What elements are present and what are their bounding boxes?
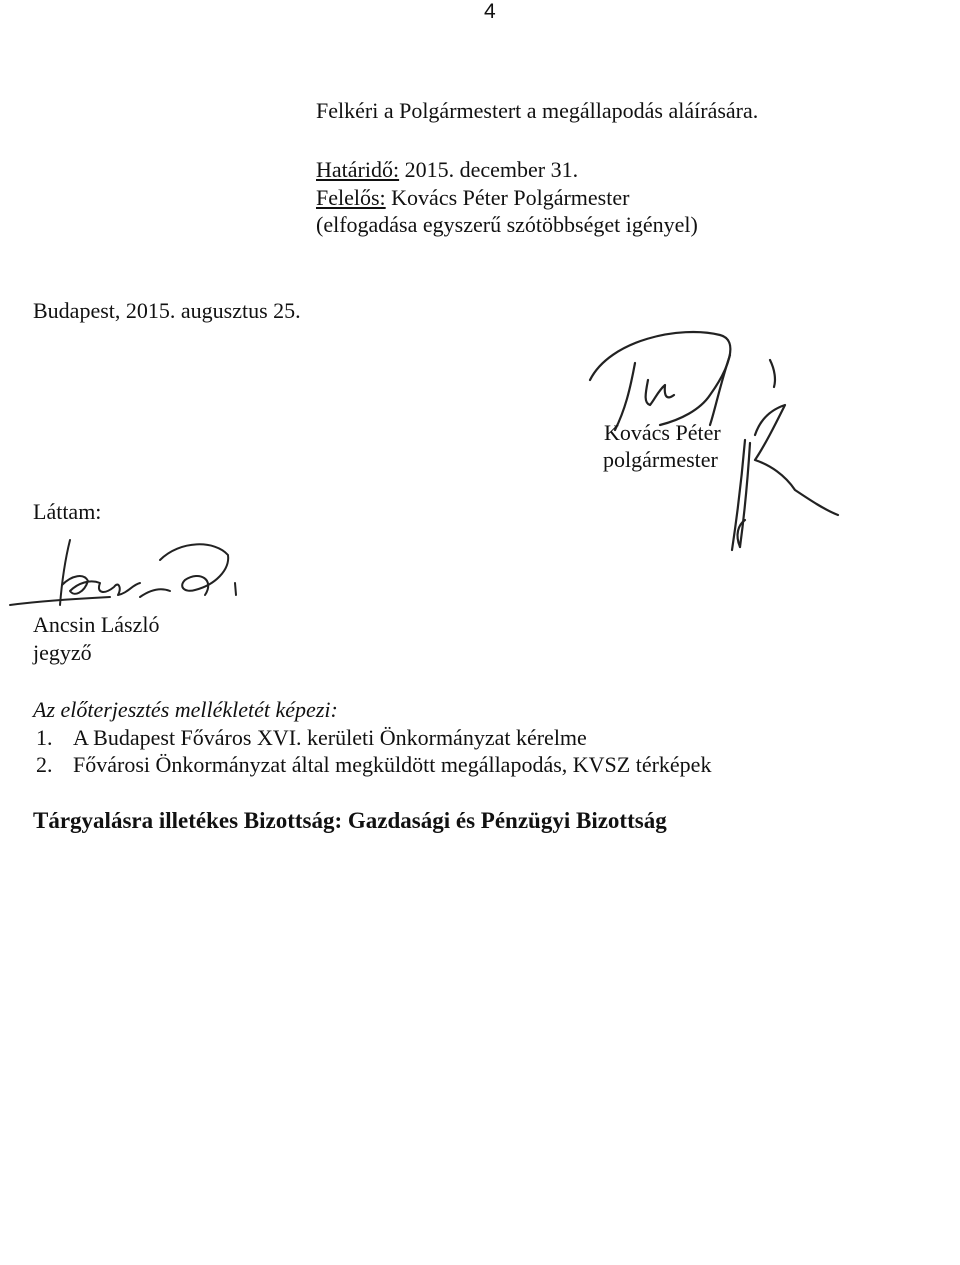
- notary-title: jegyző: [33, 640, 92, 665]
- attachment-text: A Budapest Főváros XVI. kerületi Önkormányzat kérelme: [73, 725, 587, 750]
- responsible-label: Felelős:: [316, 185, 386, 210]
- attachment-text: Fővárosi Önkormányzat által megküldött megállapodás, KVSZ térképek: [73, 752, 712, 777]
- seen-label: Láttam:: [33, 499, 102, 524]
- attachment-item-2: [36, 752, 711, 778]
- deadline-label: Határidő:: [316, 157, 400, 182]
- responsible-line: [316, 185, 629, 211]
- deadline-line: [316, 157, 578, 183]
- attachment-number: 1.: [36, 725, 53, 750]
- attachments-heading: Az előterjesztés mellékletét képezi:: [33, 697, 338, 722]
- committee-line: Tárgyalásra illetékes Bizottság: Gazdasági és Pénzügyi Bizottság: [33, 808, 667, 833]
- page-number: 4: [484, 0, 496, 23]
- responsible-value: Kovács Péter Polgármester: [385, 185, 630, 210]
- deadline-value: 2015. december 31.: [399, 157, 579, 182]
- mayor-title: polgármester: [603, 447, 718, 472]
- attachment-item-1: [36, 725, 587, 751]
- majority-note: (elfogadása egyszerű szótöbbséget igényel): [316, 212, 698, 237]
- mayor-name: Kovács Péter: [604, 420, 721, 445]
- notary-name: Ancsin László: [33, 612, 160, 637]
- resolution-request: Felkéri a Polgármestert a megállapodás aláírására.: [316, 98, 759, 123]
- place-date: Budapest, 2015. augusztus 25.: [33, 298, 301, 323]
- attachment-number: 2.: [36, 752, 53, 777]
